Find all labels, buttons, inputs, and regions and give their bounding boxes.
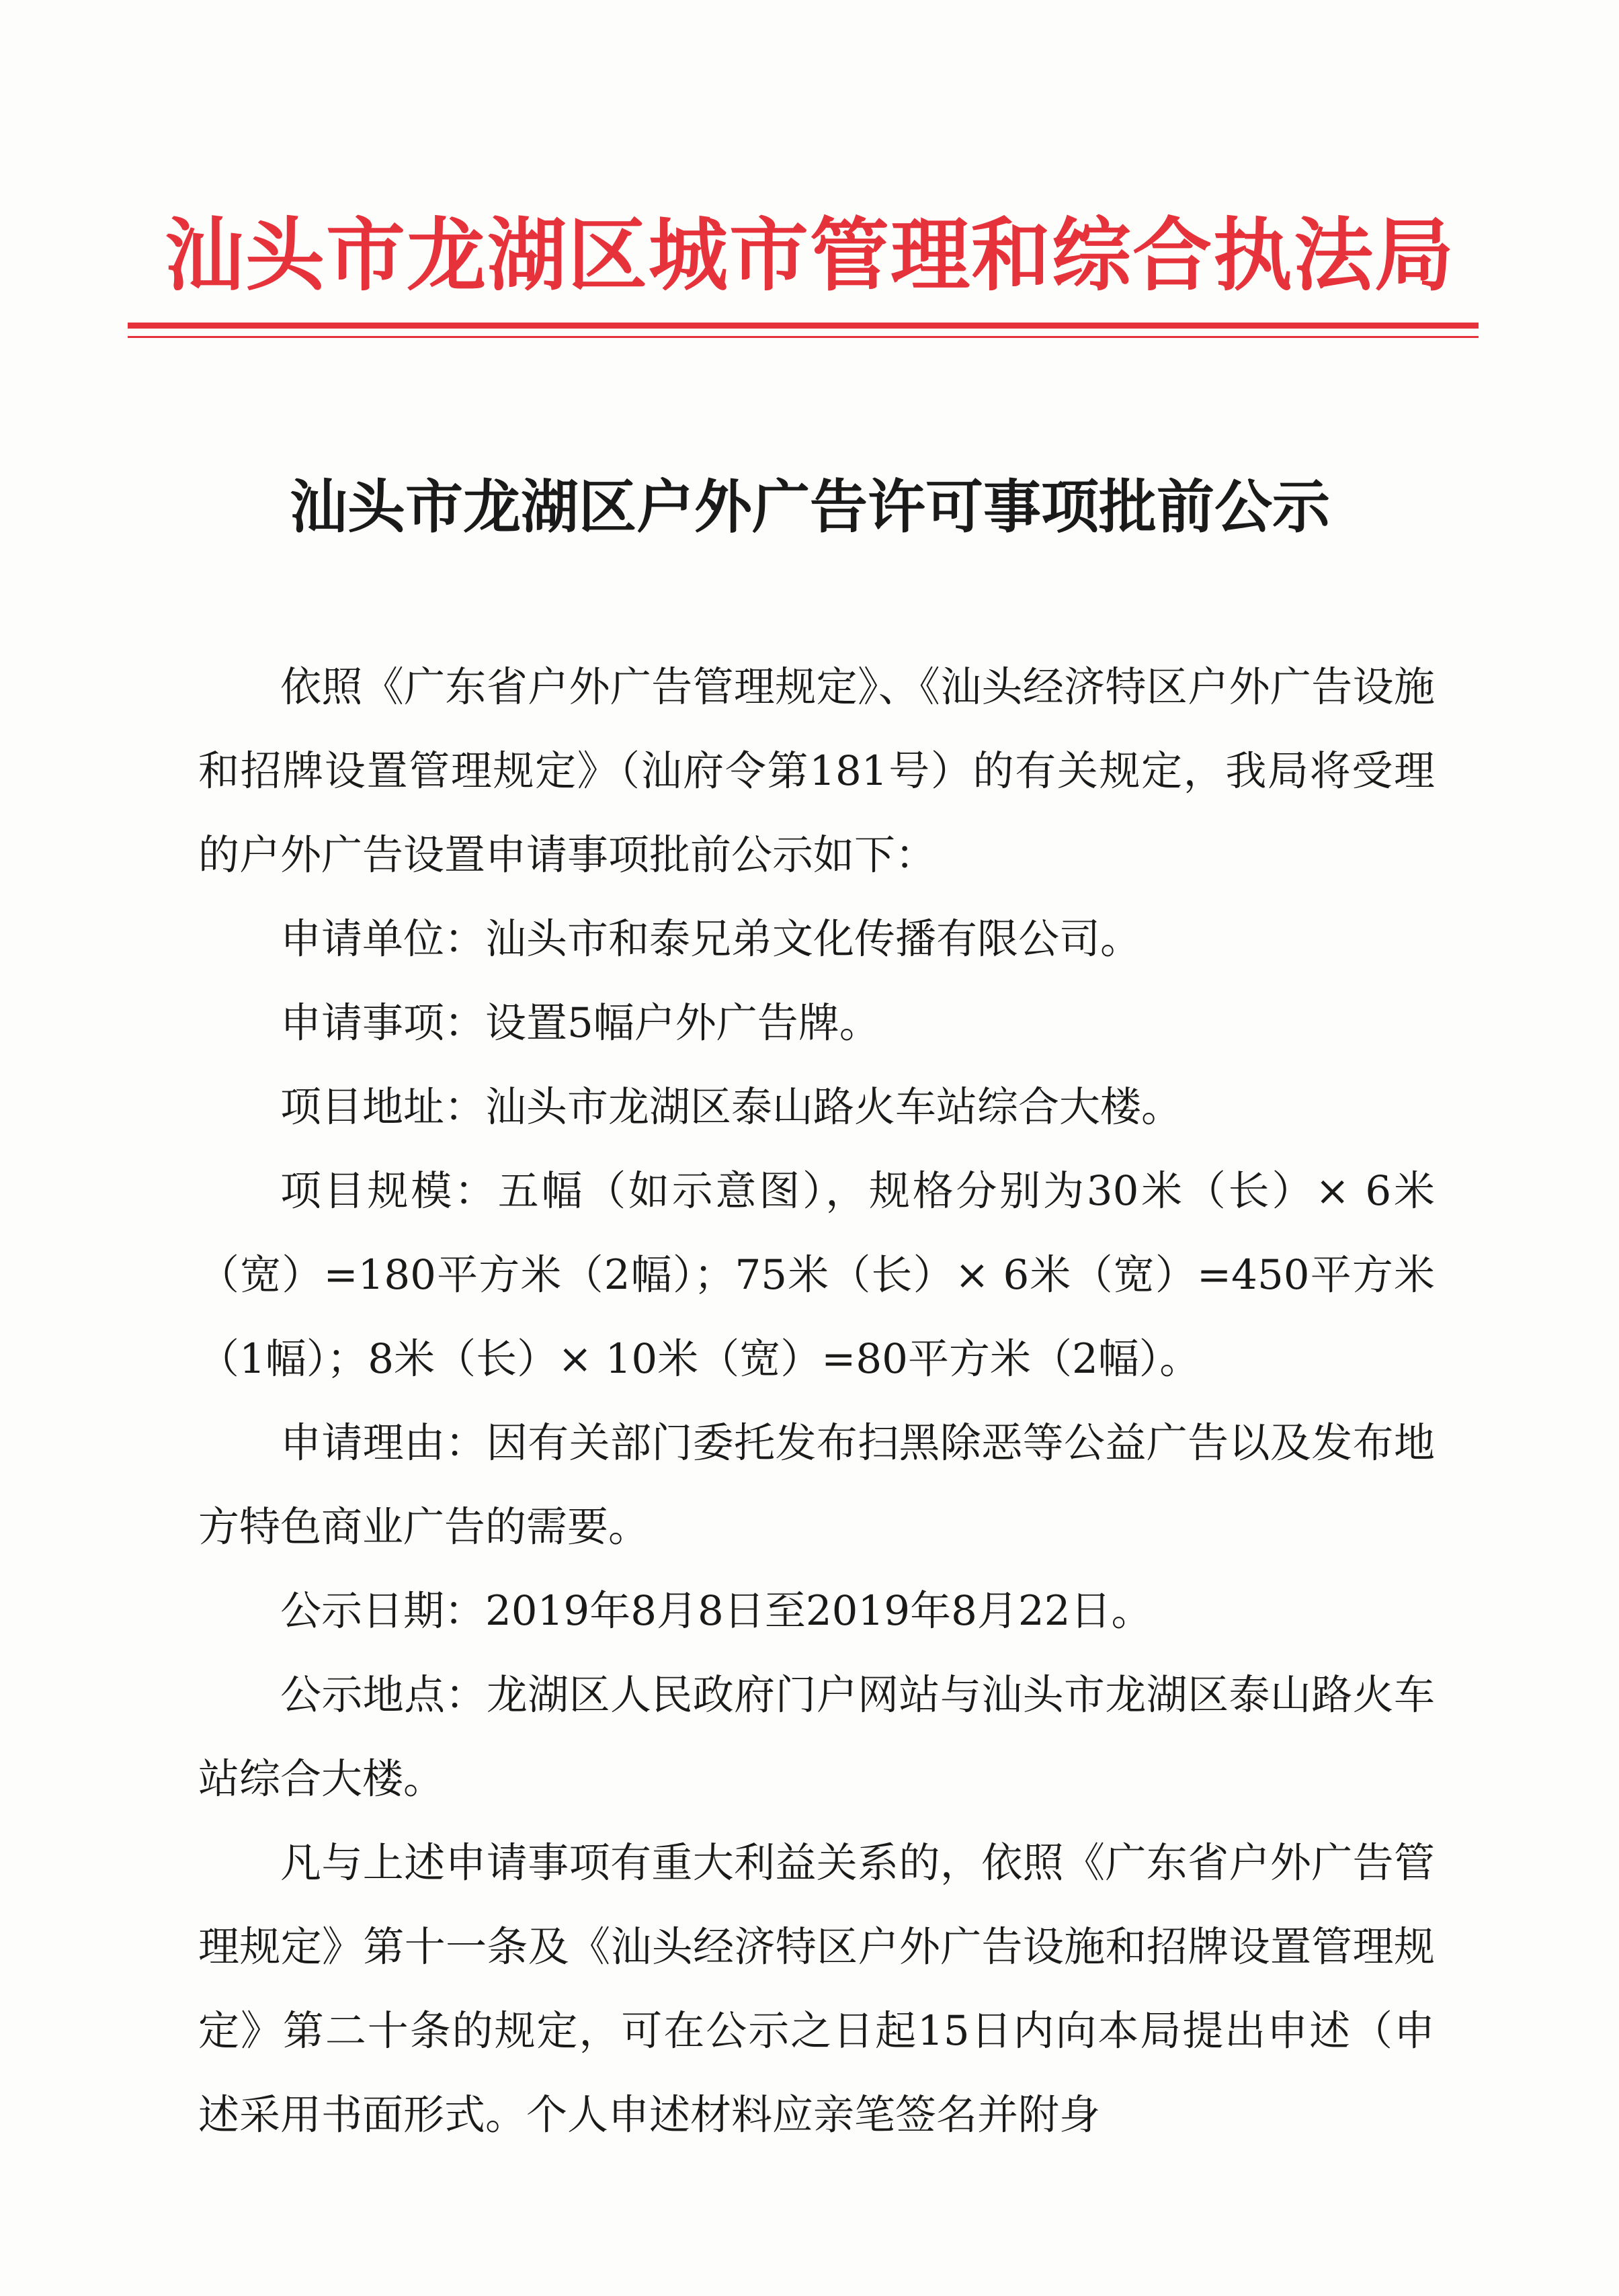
- paragraph-scale: 项目规模：五幅（如示意图），规格分别为30米（长）× 6米（宽）=180平方米（2幅）；75米（长）× 6米（宽）=450平方米（1幅）；8米（长）× 10米（宽）=80平方米（2幅）。: [198, 1167, 1435, 1383]
- paragraph-appeal: 凡与上述申请事项有重大利益关系的，依照《广东省户外广告管理规定》第十一条及《汕头经济特区户外广告设施和招牌设置管理规定》第二十条的规定，可在公示之日起15日内向本局提出申述（申述采用书面形式。个人申述材料应亲笔签名并附身: [198, 1839, 1435, 2139]
- paragraph-address: 项目地址：汕头市龙湖区泰山路火车站综合大楼。: [280, 1083, 1183, 1131]
- paragraph-applicant: 申请单位：汕头市和泰兄弟文化传播有限公司。: [280, 915, 1142, 963]
- header-rule-thick: [128, 323, 1479, 329]
- paragraph-basis: 依照《广东省户外广告管理规定》、《汕头经济特区户外广告设施和招牌设置管理规定》（汕府令第181号）的有关规定，我局将受理的户外广告设置申请事项批前公示如下：: [198, 663, 1435, 879]
- agency-header: 汕头市龙湖区城市管理和综合执法局: [164, 208, 1455, 302]
- notice-title: 汕头市龙湖区户外广告许可事项批前公示: [290, 473, 1330, 541]
- paragraph-date: 公示日期：2019年8月8日至2019年8月22日。: [280, 1587, 1153, 1635]
- paragraph-matter: 申请事项：设置5幅户外广告牌。: [280, 999, 880, 1047]
- paragraph-reason: 申请理由：因有关部门委托发布扫黑除恶等公益广告以及发布地方特色商业广告的需要。: [198, 1419, 1435, 1551]
- paragraph-place: 公示地点：龙湖区人民政府门户网站与汕头市龙湖区泰山路火车站综合大楼。: [198, 1671, 1435, 1803]
- header-rule-thin: [128, 336, 1479, 338]
- notice-body: [198, 645, 1435, 2157]
